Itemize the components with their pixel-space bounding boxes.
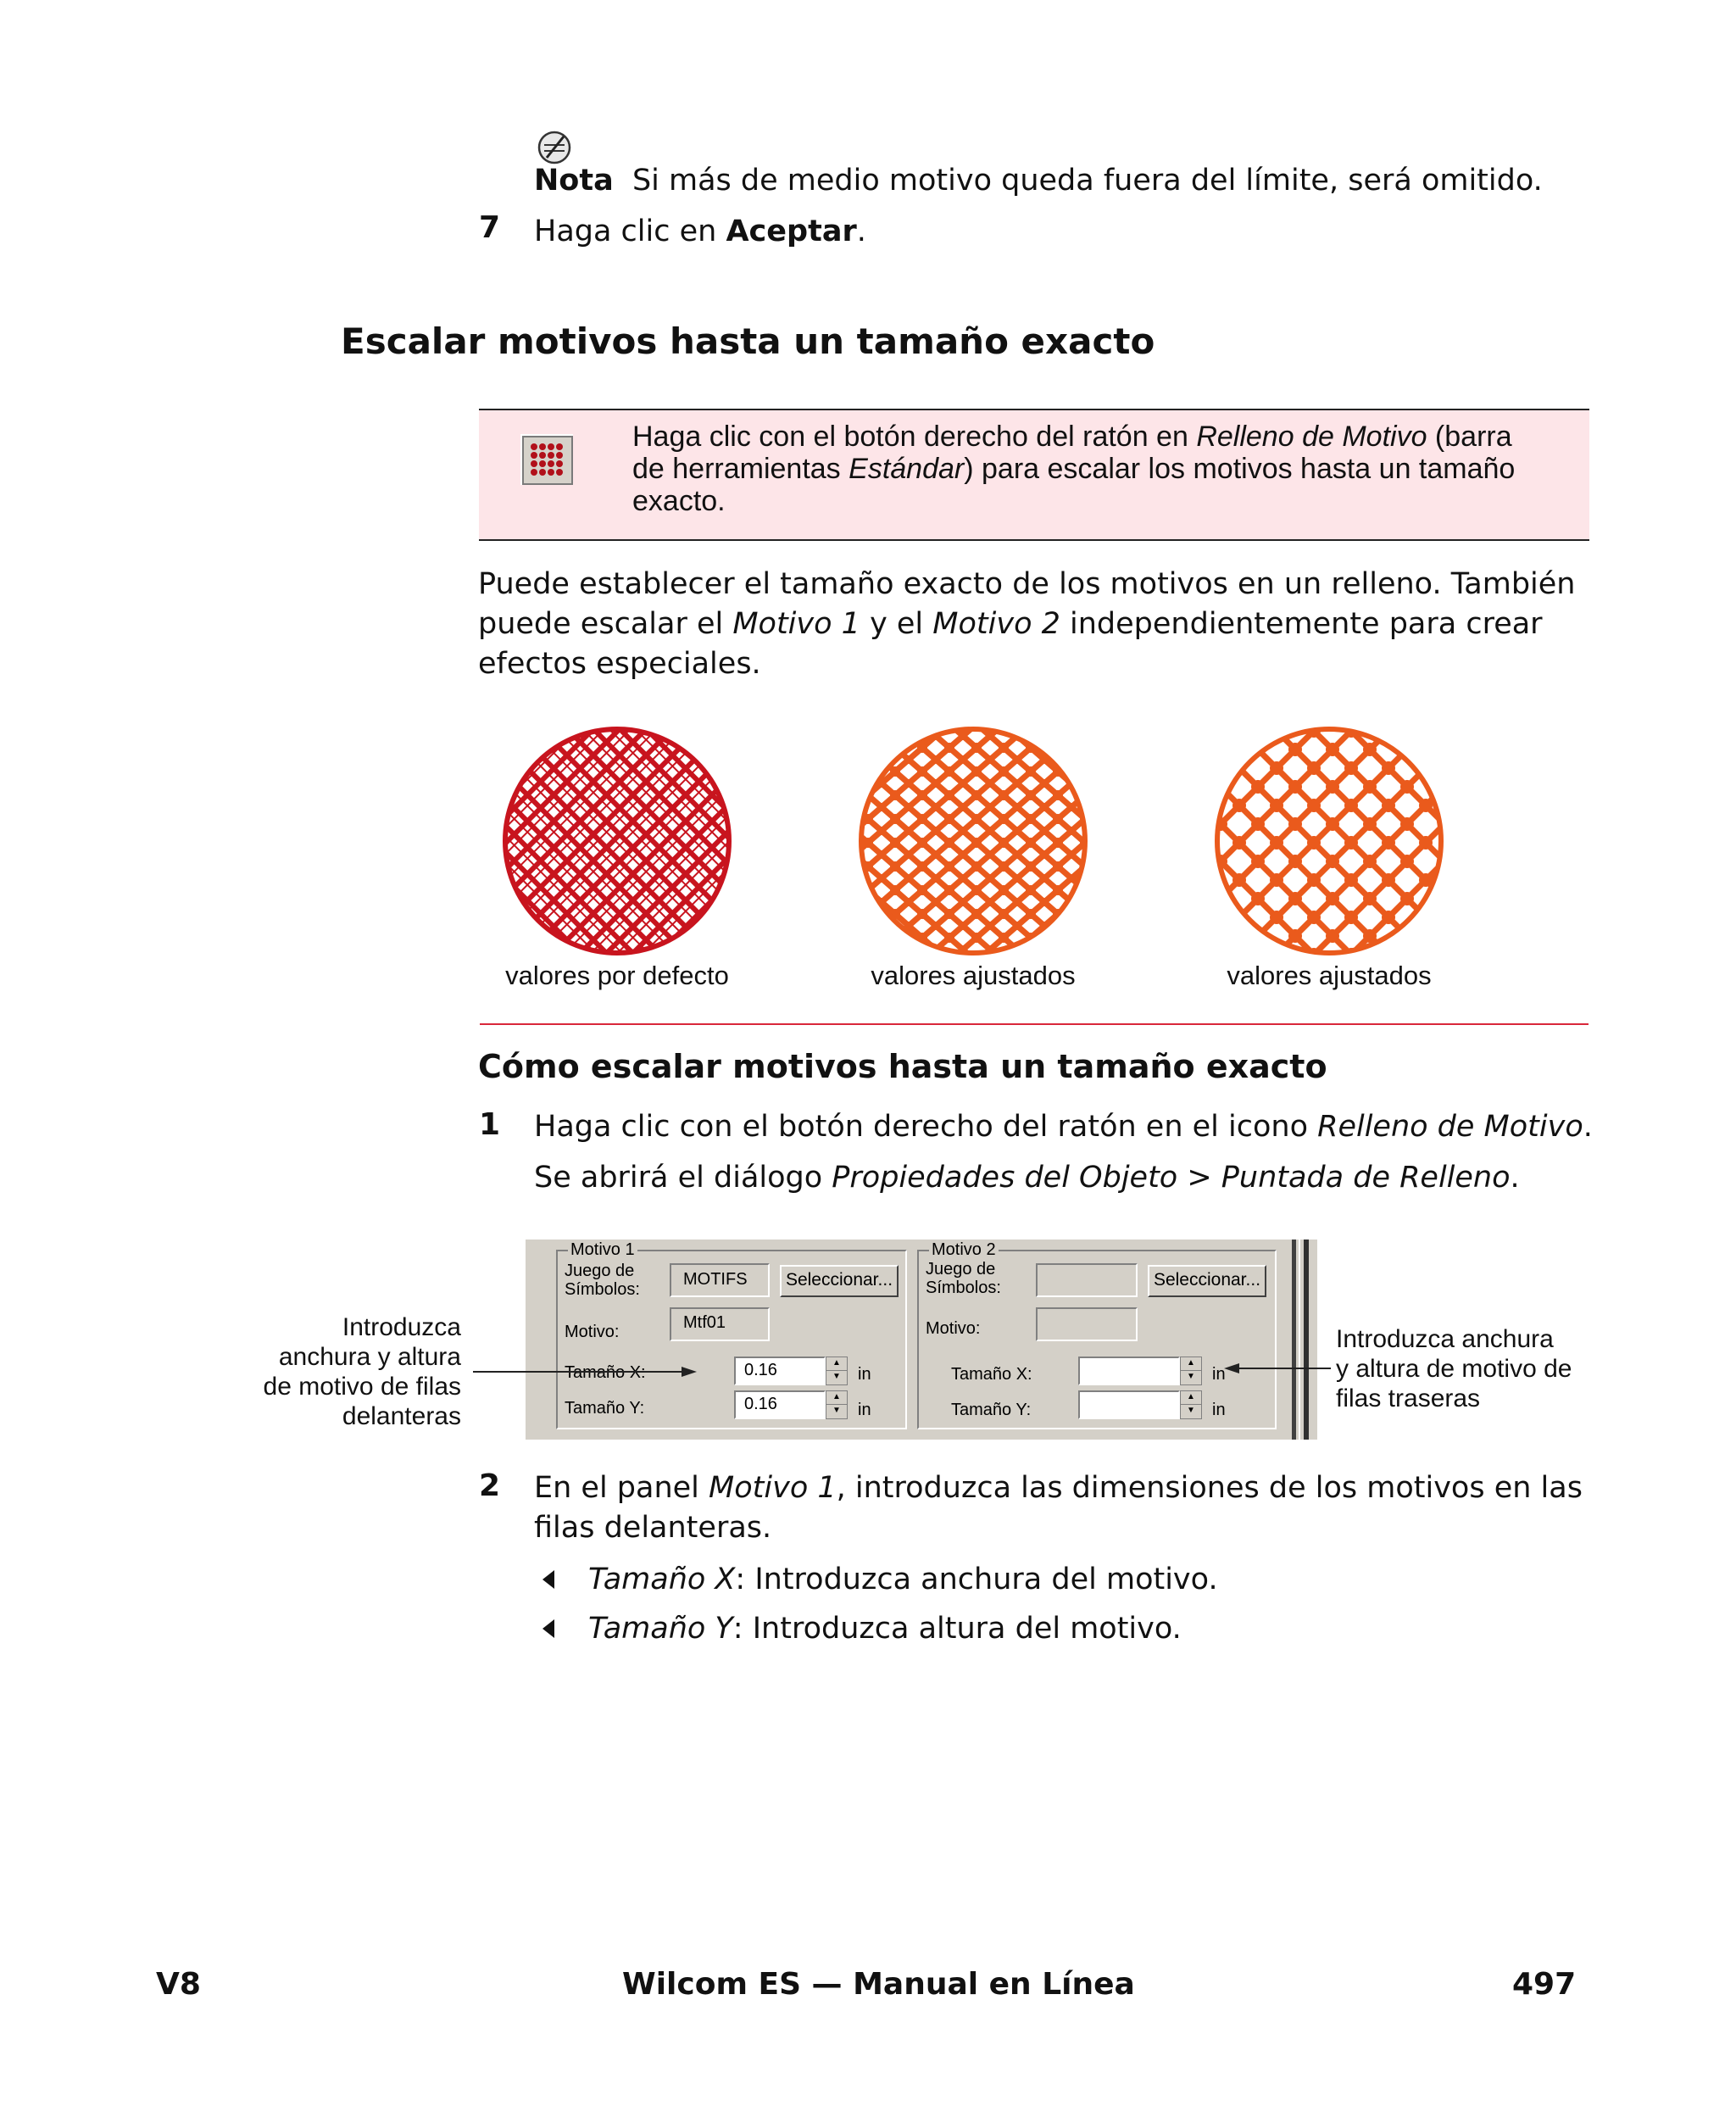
bullet-marker-icon (542, 1570, 554, 1592)
motivo1-juego-field[interactable]: MOTIFS (670, 1263, 770, 1297)
subsection-title: Cómo escalar motivos hasta un tamaño exacto (478, 1048, 1327, 1085)
step-7-text: Haga clic en Aceptar. (534, 214, 866, 248)
motivo1-size-x-spinner[interactable] (826, 1357, 848, 1385)
accept-term: Aceptar (726, 214, 857, 248)
motivo2-size-x-unit: in (1212, 1365, 1226, 1384)
dialog-edge-bar (1292, 1240, 1296, 1440)
section-divider (480, 1023, 1589, 1025)
sample-default-circle (492, 721, 746, 967)
step-1-subtext: Se abrirá el diálogo Propiedades del Objeto > Puntada de Relleno. (534, 1161, 1520, 1195)
callout-right: Introduzca anchura y altura de motivo de filas traseras (1336, 1325, 1572, 1412)
spin-up-icon[interactable]: ▲ (1181, 1391, 1201, 1405)
motivo1-size-y-unit: in (858, 1401, 871, 1419)
note-text: Si más de medio motivo queda fuera del límite, será omitido. (632, 164, 1543, 198)
motivo2-motivo-label: Motivo: (926, 1319, 981, 1338)
sample-caption-adjusted-1: valores ajustados (871, 961, 1076, 990)
motivo1-juego-label: Juego de Símbolos: (565, 1262, 640, 1299)
motivo1-motivo-label: Motivo: (565, 1323, 620, 1341)
motivo2-size-y-label: Tamaño Y: (951, 1401, 1032, 1419)
note-icon (537, 130, 572, 165)
note-label: Nota (534, 164, 614, 198)
callout-left: Introduzca anchura y altura de motivo de filas delanteras (263, 1313, 461, 1430)
motivo2-group (917, 1240, 1277, 1429)
sample-caption-default: valores por defecto (505, 961, 729, 990)
motif-samples (475, 712, 1492, 967)
motivo2-juego-field[interactable] (1036, 1263, 1138, 1297)
step-2-text: En el panel Motivo 1, introduzca las dimensiones de los motivos en las filas delanteras. (534, 1471, 1583, 1545)
step-1-text: Haga clic con el botón derecho del ratón en el icono Relleno de Motivo. (534, 1110, 1593, 1144)
note-line (534, 161, 1543, 201)
motivo1-size-x-unit: in (858, 1365, 871, 1384)
tip-text: Haga clic con el botón derecho del ratón en Relleno de Motivo (barra de herramientas Estándar) para escalar los motivos hasta un tamaño exacto. (632, 421, 1516, 517)
bullet-size-x: Tamaño X: Introduzca anchura del motivo. (588, 1563, 1218, 1596)
motivo2-size-y-input[interactable] (1078, 1390, 1180, 1419)
callout-left-arrow (471, 1363, 700, 1380)
motivo1-size-x-label: Tamaño X: (565, 1363, 646, 1382)
footer-title: Wilcom ES — Manual en Línea (622, 1967, 1135, 2002)
section-title: Escalar motivos hasta un tamaño exacto (341, 320, 1155, 362)
motivo2-juego-label: Juego de Símbolos: (926, 1260, 1001, 1297)
motivo1-size-y-label: Tamaño Y: (565, 1399, 645, 1418)
motivo2-size-x-label: Tamaño X: (951, 1365, 1032, 1384)
spin-up-icon[interactable]: ▲ (826, 1357, 847, 1371)
motivo2-size-x-input[interactable] (1078, 1357, 1180, 1385)
step-7-number: 7 (479, 210, 501, 245)
dialog-edge-bar (1304, 1240, 1309, 1440)
sample-adjusted-circle-1 (848, 721, 1102, 967)
motivo2-motivo-field[interactable] (1036, 1307, 1138, 1341)
spin-down-icon[interactable]: ▼ (1187, 1372, 1195, 1381)
motivo2-size-x-spinner[interactable] (1180, 1357, 1202, 1385)
spin-up-icon[interactable]: ▲ (826, 1391, 847, 1405)
bullet-marker-icon (542, 1619, 554, 1641)
motivo1-select-button[interactable]: Seleccionar... (780, 1265, 899, 1297)
intro-paragraph: Puede establecer el tamaño exacto de los motivos en un relleno. También puede escalar el Motivo 1 y el Motivo 2 independientemente para crear efectos especiales. (478, 567, 1576, 681)
spin-down-icon[interactable]: ▼ (832, 1406, 841, 1415)
motivo2-size-y-spinner[interactable] (1180, 1390, 1202, 1419)
motivo1-group (556, 1240, 907, 1429)
motivo2-size-y-unit: in (1212, 1401, 1226, 1419)
motivo1-motivo-field[interactable]: Mtf01 (670, 1307, 770, 1341)
motivo1-size-y-input[interactable]: 0.16 (734, 1390, 826, 1419)
motif-fill-icon (520, 434, 573, 485)
object-properties-dialog (526, 1240, 1317, 1440)
dialog-edge-bar (1299, 1240, 1300, 1440)
footer-page-number: 497 (1512, 1967, 1577, 2002)
motivo2-title: Motivo 2 (929, 1240, 999, 1260)
spin-up-icon[interactable]: ▲ (1181, 1357, 1201, 1371)
sample-adjusted-circle-2 (1204, 721, 1458, 967)
spin-down-icon[interactable]: ▼ (1187, 1406, 1195, 1415)
bullet-size-y: Tamaño Y: Introduzca altura del motivo. (588, 1612, 1182, 1646)
motivo1-size-x-input[interactable]: 0.16 (734, 1357, 826, 1385)
sample-caption-adjusted-2: valores ajustados (1227, 961, 1432, 990)
motivo2-select-button[interactable]: Seleccionar... (1148, 1265, 1266, 1297)
motivo1-title: Motivo 1 (568, 1240, 637, 1260)
motivo1-size-y-spinner[interactable] (826, 1390, 848, 1419)
footer-version: V8 (156, 1967, 201, 2002)
step-1-number: 1 (479, 1107, 501, 1142)
callout-right-arrow (1222, 1360, 1333, 1377)
step-2-number: 2 (479, 1468, 501, 1503)
spin-down-icon[interactable]: ▼ (832, 1372, 841, 1381)
